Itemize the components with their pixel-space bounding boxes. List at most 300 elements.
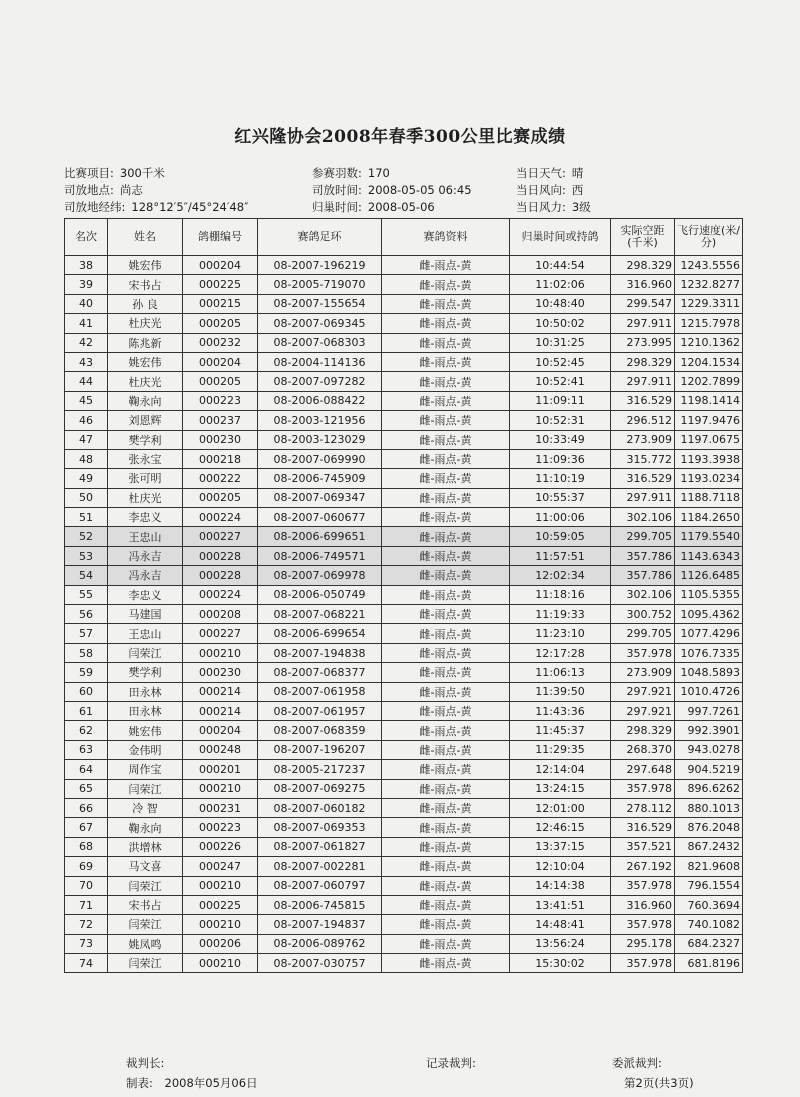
cell-pigeon-info: 雌-雨点-黄 (382, 391, 510, 410)
cell-rank: 71 (65, 895, 108, 914)
cell-rank: 40 (65, 294, 108, 313)
cell-rank: 68 (65, 837, 108, 856)
cell-ring: 08-2007-196219 (258, 256, 382, 275)
cell-ring: 08-2007-002281 (258, 857, 382, 876)
cell-distance: 357.786 (611, 546, 675, 565)
cell-rank: 73 (65, 934, 108, 953)
cell-distance: 357.978 (611, 876, 675, 895)
cell-speed: 1210.1362 (675, 333, 743, 352)
table-row (65, 275, 743, 294)
table-row (65, 954, 743, 973)
cell-distance: 299.705 (611, 527, 675, 546)
cell-return-time: 10:50:02 (510, 314, 611, 333)
header-loft-id: 鸽棚编号 (183, 219, 258, 256)
cell-speed: 821.9608 (675, 857, 743, 876)
cell-return-time: 12:46:15 (510, 818, 611, 837)
cell-name: 闫荣江 (108, 915, 183, 934)
cell-distance: 297.911 (611, 314, 675, 333)
cell-distance: 295.178 (611, 934, 675, 953)
cell-name: 洪增林 (108, 837, 183, 856)
table-row (65, 721, 743, 740)
cell-loft-id: 000205 (183, 372, 258, 391)
cell-name: 马建国 (108, 605, 183, 624)
cell-distance: 316.960 (611, 895, 675, 914)
cell-pigeon-info: 雌-雨点-黄 (382, 779, 510, 798)
cell-return-time: 12:17:28 (510, 643, 611, 662)
document-title: 红兴隆协会2008年春季300公里比赛成绩 (234, 127, 566, 147)
cell-return-time: 11:45:37 (510, 721, 611, 740)
cell-speed: 876.2048 (675, 818, 743, 837)
cell-ring: 08-2005-217237 (258, 760, 382, 779)
cell-pigeon-info: 雌-雨点-黄 (382, 294, 510, 313)
cell-ring: 08-2007-061958 (258, 682, 382, 701)
cell-speed: 1076.7335 (675, 643, 743, 662)
table-row (65, 915, 743, 934)
cell-return-time: 10:52:31 (510, 411, 611, 430)
cell-rank: 64 (65, 760, 108, 779)
cell-pigeon-info: 雌-雨点-黄 (382, 954, 510, 973)
cell-distance: 316.529 (611, 818, 675, 837)
cell-rank: 54 (65, 566, 108, 585)
cell-loft-id: 000205 (183, 314, 258, 333)
cell-rank: 50 (65, 488, 108, 507)
cell-pigeon-info: 雌-雨点-黄 (382, 256, 510, 275)
cell-rank: 49 (65, 469, 108, 488)
cell-ring: 08-2006-745909 (258, 469, 382, 488)
cell-speed: 904.5219 (675, 760, 743, 779)
cell-speed: 1105.5355 (675, 585, 743, 604)
cell-return-time: 11:00:06 (510, 508, 611, 527)
cell-return-time: 14:48:41 (510, 915, 611, 934)
cell-pigeon-info: 雌-雨点-黄 (382, 701, 510, 720)
cell-speed: 867.2432 (675, 837, 743, 856)
cell-rank: 57 (65, 624, 108, 643)
table-row (65, 508, 743, 527)
cell-ring: 08-2007-097282 (258, 372, 382, 391)
cell-pigeon-info: 雌-雨点-黄 (382, 798, 510, 817)
cell-rank: 55 (65, 585, 108, 604)
cell-pigeon-info: 雌-雨点-黄 (382, 895, 510, 914)
cell-pigeon-info: 雌-雨点-黄 (382, 275, 510, 294)
cell-loft-id: 000214 (183, 701, 258, 720)
cell-speed: 1048.5893 (675, 663, 743, 682)
cell-name: 陈兆新 (108, 333, 183, 352)
cell-pigeon-info: 雌-雨点-黄 (382, 430, 510, 449)
cell-loft-id: 000248 (183, 740, 258, 759)
cell-loft-id: 000210 (183, 779, 258, 798)
cell-return-time: 12:14:04 (510, 760, 611, 779)
cell-distance: 273.909 (611, 430, 675, 449)
cell-distance: 357.978 (611, 915, 675, 934)
table-row (65, 314, 743, 333)
cell-rank: 60 (65, 682, 108, 701)
cell-ring: 08-2007-061827 (258, 837, 382, 856)
cell-ring: 08-2003-123029 (258, 430, 382, 449)
cell-pigeon-info: 雌-雨点-黄 (382, 760, 510, 779)
cell-distance: 300.752 (611, 605, 675, 624)
table-row (65, 294, 743, 313)
cell-pigeon-info: 雌-雨点-黄 (382, 352, 510, 371)
cell-ring: 08-2007-030757 (258, 954, 382, 973)
cell-loft-id: 000230 (183, 663, 258, 682)
cell-rank: 61 (65, 701, 108, 720)
cell-ring: 08-2007-068359 (258, 721, 382, 740)
cell-return-time: 10:52:45 (510, 352, 611, 371)
cell-speed: 1193.0234 (675, 469, 743, 488)
cell-return-time: 12:02:34 (510, 566, 611, 585)
cell-name: 姚宏伟 (108, 352, 183, 371)
cell-return-time: 10:33:49 (510, 430, 611, 449)
cell-loft-id: 000227 (183, 527, 258, 546)
cell-name: 闫荣江 (108, 954, 183, 973)
cell-pigeon-info: 雌-雨点-黄 (382, 682, 510, 701)
cell-distance: 297.921 (611, 701, 675, 720)
cell-rank: 42 (65, 333, 108, 352)
cell-speed: 880.1013 (675, 798, 743, 817)
cell-return-time: 10:44:54 (510, 256, 611, 275)
cell-loft-id: 000214 (183, 682, 258, 701)
cell-loft-id: 000231 (183, 798, 258, 817)
cell-speed: 1095.4362 (675, 605, 743, 624)
table-row (65, 488, 743, 507)
cell-name: 闫荣江 (108, 643, 183, 662)
cell-name: 田永林 (108, 701, 183, 720)
info-weather: 当日天气: 晴 (516, 166, 584, 180)
cell-return-time: 13:41:51 (510, 895, 611, 914)
cell-speed: 1204.1534 (675, 352, 743, 371)
cell-speed: 1188.7118 (675, 488, 743, 507)
cell-name: 李忠义 (108, 508, 183, 527)
cell-distance: 315.772 (611, 449, 675, 468)
cell-distance: 299.547 (611, 294, 675, 313)
cell-pigeon-info: 雌-雨点-黄 (382, 566, 510, 585)
cell-distance: 316.529 (611, 469, 675, 488)
cell-name: 鞠永向 (108, 391, 183, 410)
cell-speed: 681.8196 (675, 954, 743, 973)
cell-ring: 08-2006-699651 (258, 527, 382, 546)
cell-rank: 39 (65, 275, 108, 294)
cell-rank: 72 (65, 915, 108, 934)
cell-ring: 08-2007-069347 (258, 488, 382, 507)
cell-name: 田永林 (108, 682, 183, 701)
table-row (65, 682, 743, 701)
cell-pigeon-info: 雌-雨点-黄 (382, 605, 510, 624)
cell-return-time: 13:24:15 (510, 779, 611, 798)
cell-return-time: 11:09:11 (510, 391, 611, 410)
cell-ring: 08-2007-069275 (258, 779, 382, 798)
cell-pigeon-info: 雌-雨点-黄 (382, 643, 510, 662)
cell-distance: 297.921 (611, 682, 675, 701)
cell-pigeon-info: 雌-雨点-黄 (382, 314, 510, 333)
table-row (65, 876, 743, 895)
cell-speed: 1179.5540 (675, 527, 743, 546)
cell-pigeon-info: 雌-雨点-黄 (382, 876, 510, 895)
cell-loft-id: 000208 (183, 605, 258, 624)
cell-name: 姚宏伟 (108, 721, 183, 740)
cell-loft-id: 000210 (183, 954, 258, 973)
cell-loft-id: 000210 (183, 643, 258, 662)
cell-ring: 08-2007-068303 (258, 333, 382, 352)
cell-rank: 53 (65, 546, 108, 565)
info-coords: 司放地经纬: 128°12′5″/45°24′48″ (64, 200, 249, 214)
cell-rank: 59 (65, 663, 108, 682)
cell-pigeon-info: 雌-雨点-黄 (382, 857, 510, 876)
info-release-time: 司放时间: 2008-05-05 06:45 (312, 183, 472, 197)
cell-loft-id: 000247 (183, 857, 258, 876)
cell-loft-id: 000226 (183, 837, 258, 856)
cell-speed: 1197.0675 (675, 430, 743, 449)
cell-return-time: 11:09:36 (510, 449, 611, 468)
cell-loft-id: 000223 (183, 391, 258, 410)
cell-rank: 74 (65, 954, 108, 973)
cell-distance: 298.329 (611, 352, 675, 371)
cell-pigeon-info: 雌-雨点-黄 (382, 411, 510, 430)
info-wind-direction: 当日风向: 西 (516, 183, 584, 197)
cell-distance: 297.911 (611, 372, 675, 391)
cell-rank: 48 (65, 449, 108, 468)
cell-ring: 08-2007-194837 (258, 915, 382, 934)
cell-distance: 357.978 (611, 954, 675, 973)
table-row (65, 256, 743, 275)
cell-speed: 1077.4296 (675, 624, 743, 643)
cell-ring: 08-2005-719070 (258, 275, 382, 294)
cell-distance: 298.329 (611, 721, 675, 740)
cell-ring: 08-2007-069990 (258, 449, 382, 468)
table-row (65, 352, 743, 371)
cell-rank: 70 (65, 876, 108, 895)
cell-loft-id: 000215 (183, 294, 258, 313)
table-row (65, 411, 743, 430)
cell-return-time: 10:31:25 (510, 333, 611, 352)
cell-name: 樊学利 (108, 430, 183, 449)
cell-return-time: 13:56:24 (510, 934, 611, 953)
cell-rank: 52 (65, 527, 108, 546)
cell-rank: 65 (65, 779, 108, 798)
header-pigeon-info: 赛鸽资料 (382, 219, 510, 256)
cell-distance: 302.106 (611, 508, 675, 527)
cell-speed: 1126.6485 (675, 566, 743, 585)
cell-rank: 63 (65, 740, 108, 759)
cell-speed: 760.3694 (675, 895, 743, 914)
info-project: 比赛项目: 300千米 (64, 166, 165, 180)
cell-ring: 08-2003-121956 (258, 411, 382, 430)
cell-loft-id: 000204 (183, 352, 258, 371)
cell-return-time: 10:52:41 (510, 372, 611, 391)
cell-pigeon-info: 雌-雨点-黄 (382, 585, 510, 604)
header-ring: 赛鸽足环 (258, 219, 382, 256)
table-row (65, 934, 743, 953)
cell-return-time: 14:14:38 (510, 876, 611, 895)
cell-return-time: 11:29:35 (510, 740, 611, 759)
cell-return-time: 11:43:36 (510, 701, 611, 720)
info-wind-force: 当日风力: 3级 (516, 200, 591, 214)
cell-loft-id: 000230 (183, 430, 258, 449)
cell-loft-id: 000224 (183, 508, 258, 527)
table-row (65, 585, 743, 604)
cell-ring: 08-2006-749571 (258, 546, 382, 565)
cell-distance: 357.521 (611, 837, 675, 856)
cell-pigeon-info: 雌-雨点-黄 (382, 740, 510, 759)
cell-name: 马文喜 (108, 857, 183, 876)
cell-distance: 268.370 (611, 740, 675, 759)
table-header-row (65, 219, 743, 256)
cell-distance: 297.648 (611, 760, 675, 779)
cell-return-time: 11:19:33 (510, 605, 611, 624)
header-name: 姓名 (108, 219, 183, 256)
cell-distance: 273.909 (611, 663, 675, 682)
table-row (65, 798, 743, 817)
cell-speed: 684.2327 (675, 934, 743, 953)
cell-ring: 08-2007-061957 (258, 701, 382, 720)
cell-return-time: 11:02:06 (510, 275, 611, 294)
table-row (65, 837, 743, 856)
cell-loft-id: 000225 (183, 275, 258, 294)
cell-rank: 41 (65, 314, 108, 333)
cell-ring: 08-2006-699654 (258, 624, 382, 643)
cell-pigeon-info: 雌-雨点-黄 (382, 915, 510, 934)
cell-ring: 08-2007-060182 (258, 798, 382, 817)
cell-loft-id: 000210 (183, 876, 258, 895)
cell-speed: 1010.4726 (675, 682, 743, 701)
cell-ring: 08-2006-089762 (258, 934, 382, 953)
cell-ring: 08-2006-050749 (258, 585, 382, 604)
cell-pigeon-info: 雌-雨点-黄 (382, 818, 510, 837)
cell-loft-id: 000206 (183, 934, 258, 953)
cell-rank: 43 (65, 352, 108, 371)
info-release-place: 司放地点: 尚志 (64, 183, 143, 197)
cell-return-time: 11:39:50 (510, 682, 611, 701)
cell-ring: 08-2007-069978 (258, 566, 382, 585)
cell-speed: 1197.9476 (675, 411, 743, 430)
cell-speed: 992.3901 (675, 721, 743, 740)
cell-speed: 1202.7899 (675, 372, 743, 391)
cell-speed: 1229.3311 (675, 294, 743, 313)
cell-rank: 38 (65, 256, 108, 275)
header-return-time: 归巢时间或持鸽 (510, 219, 611, 256)
header-rank: 名次 (65, 219, 108, 256)
cell-distance: 298.329 (611, 256, 675, 275)
cell-speed: 740.1082 (675, 915, 743, 934)
cell-name: 闫荣江 (108, 779, 183, 798)
cell-return-time: 11:57:51 (510, 546, 611, 565)
cell-return-time: 12:10:04 (510, 857, 611, 876)
cell-pigeon-info: 雌-雨点-黄 (382, 721, 510, 740)
table-row (65, 546, 743, 565)
info-return-time: 归巢时间: 2008-05-06 (312, 200, 435, 214)
cell-return-time: 10:48:40 (510, 294, 611, 313)
cell-name: 冯永吉 (108, 566, 183, 585)
footer-judge-chief: 裁判长: (126, 1056, 165, 1070)
cell-loft-id: 000223 (183, 818, 258, 837)
cell-speed: 1243.5556 (675, 256, 743, 275)
cell-ring: 08-2007-155654 (258, 294, 382, 313)
cell-pigeon-info: 雌-雨点-黄 (382, 488, 510, 507)
table-row (65, 605, 743, 624)
cell-distance: 278.112 (611, 798, 675, 817)
cell-ring: 08-2004-114136 (258, 352, 382, 371)
cell-rank: 62 (65, 721, 108, 740)
cell-return-time: 11:18:16 (510, 585, 611, 604)
cell-pigeon-info: 雌-雨点-黄 (382, 663, 510, 682)
cell-loft-id: 000201 (183, 760, 258, 779)
cell-rank: 69 (65, 857, 108, 876)
cell-name: 王忠山 (108, 624, 183, 643)
table-row (65, 449, 743, 468)
cell-name: 周作宝 (108, 760, 183, 779)
cell-return-time: 15:30:02 (510, 954, 611, 973)
cell-loft-id: 000224 (183, 585, 258, 604)
footer-record-judge: 记录裁判: (426, 1056, 476, 1070)
cell-return-time: 11:06:13 (510, 663, 611, 682)
cell-ring: 08-2007-068377 (258, 663, 382, 682)
cell-name: 杜庆光 (108, 314, 183, 333)
cell-name: 姚凤鸣 (108, 934, 183, 953)
cell-rank: 67 (65, 818, 108, 837)
table-row (65, 895, 743, 914)
cell-rank: 47 (65, 430, 108, 449)
cell-speed: 1193.3938 (675, 449, 743, 468)
cell-ring: 08-2007-194838 (258, 643, 382, 662)
cell-distance: 316.960 (611, 275, 675, 294)
cell-rank: 56 (65, 605, 108, 624)
cell-pigeon-info: 雌-雨点-黄 (382, 624, 510, 643)
cell-loft-id: 000237 (183, 411, 258, 430)
cell-distance: 357.786 (611, 566, 675, 585)
cell-speed: 896.6262 (675, 779, 743, 798)
cell-ring: 08-2007-196207 (258, 740, 382, 759)
cell-name: 王忠山 (108, 527, 183, 546)
cell-return-time: 11:10:19 (510, 469, 611, 488)
table-row (65, 372, 743, 391)
cell-name: 张可明 (108, 469, 183, 488)
cell-distance: 273.995 (611, 333, 675, 352)
cell-name: 杜庆光 (108, 372, 183, 391)
cell-return-time: 10:55:37 (510, 488, 611, 507)
table-row (65, 818, 743, 837)
footer-commission-judge: 委派裁判: (612, 1056, 662, 1070)
cell-speed: 997.7261 (675, 701, 743, 720)
cell-loft-id: 000205 (183, 488, 258, 507)
cell-ring: 08-2007-069353 (258, 818, 382, 837)
table-row (65, 566, 743, 585)
cell-loft-id: 000204 (183, 721, 258, 740)
cell-distance: 299.705 (611, 624, 675, 643)
cell-rank: 66 (65, 798, 108, 817)
footer-page-number: 第2页(共3页) (624, 1076, 694, 1090)
cell-speed: 1184.2650 (675, 508, 743, 527)
cell-speed: 1198.1414 (675, 391, 743, 410)
cell-pigeon-info: 雌-雨点-黄 (382, 837, 510, 856)
cell-pigeon-info: 雌-雨点-黄 (382, 546, 510, 565)
cell-name: 鞠永向 (108, 818, 183, 837)
cell-ring: 08-2007-060797 (258, 876, 382, 895)
cell-rank: 45 (65, 391, 108, 410)
cell-speed: 1215.7978 (675, 314, 743, 333)
cell-name: 姚宏伟 (108, 256, 183, 275)
cell-name: 孙 良 (108, 294, 183, 313)
cell-return-time: 13:37:15 (510, 837, 611, 856)
cell-rank: 44 (65, 372, 108, 391)
cell-name: 刘恩辉 (108, 411, 183, 430)
cell-loft-id: 000222 (183, 469, 258, 488)
cell-name: 闫荣江 (108, 876, 183, 895)
header-distance: 实际空距(千米) (611, 219, 675, 256)
cell-distance: 357.978 (611, 643, 675, 662)
table-row (65, 760, 743, 779)
cell-loft-id: 000225 (183, 895, 258, 914)
cell-name: 宋书占 (108, 275, 183, 294)
cell-distance: 302.106 (611, 585, 675, 604)
